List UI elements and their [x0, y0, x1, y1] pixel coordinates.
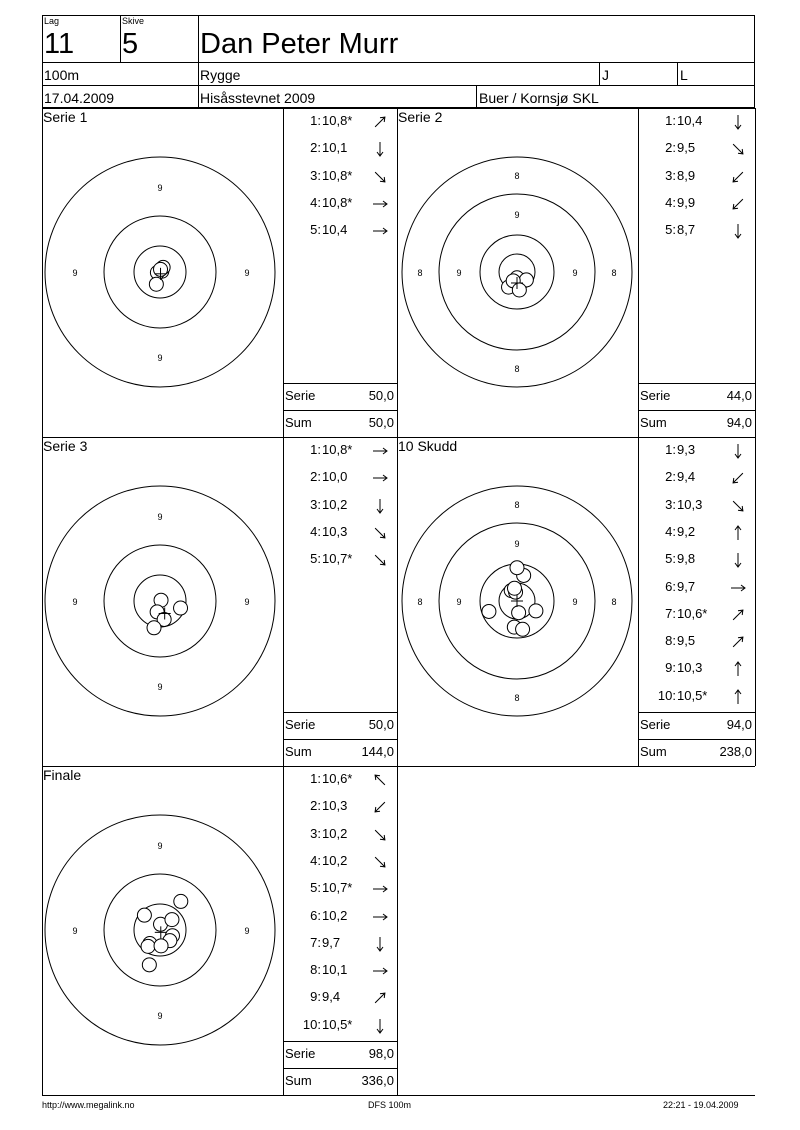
- shot-number: 3:: [310, 825, 321, 841]
- shot-score: 9,8: [677, 551, 696, 567]
- direction-arrow-icon: [729, 606, 747, 624]
- serie-value: 50,0: [368, 388, 394, 403]
- shot-score: 10,5*: [677, 687, 708, 703]
- shot-row: [638, 114, 755, 130]
- serie-value: 50,0: [368, 717, 394, 732]
- shot-number: 1:: [310, 771, 321, 786]
- direction-arrow-icon: [729, 469, 747, 487]
- sum-total-row: [638, 416, 755, 432]
- shot-number: 4:: [310, 852, 321, 868]
- shot-score: 10,2: [322, 907, 348, 923]
- direction-arrow-icon: [729, 551, 747, 569]
- shot-number: 4:: [310, 523, 321, 539]
- sum-value: 94,0: [726, 415, 752, 430]
- totals-divider: [283, 383, 397, 384]
- shot-hole: [512, 606, 526, 620]
- serie-value: 44,0: [726, 388, 752, 403]
- shot-row: [638, 196, 755, 212]
- shot-hole: [142, 958, 156, 972]
- ring-label: 9: [244, 268, 250, 278]
- shot-score: 10,0: [322, 469, 348, 485]
- shot-hole: [516, 622, 530, 636]
- direction-arrow-icon: [371, 195, 389, 213]
- ring-label: 9: [244, 597, 250, 607]
- shot-row: [283, 909, 397, 925]
- shot-hole: [165, 913, 179, 927]
- shot-number: 1:: [665, 113, 676, 128]
- shot-hole: [174, 601, 188, 615]
- ring-label: 9: [157, 682, 163, 692]
- footer-center: DFS 100m: [368, 1100, 412, 1110]
- header-divider: [677, 62, 678, 85]
- shot-row: [283, 827, 397, 843]
- shot-row: [283, 196, 397, 212]
- shot-row: [283, 443, 397, 459]
- shot-number: 1:: [310, 113, 321, 128]
- sum-value: 144,0: [361, 744, 394, 759]
- ring-label: 9: [157, 841, 163, 851]
- shot-score: 10,4: [322, 222, 348, 238]
- shot-number: 3:: [310, 167, 321, 183]
- direction-arrow-icon: [371, 853, 389, 871]
- totals-divider: [638, 739, 755, 740]
- shot-score: 10,5*: [322, 1016, 353, 1032]
- shot-row: [638, 661, 755, 677]
- direction-arrow-icon: [371, 989, 389, 1007]
- shot-score: 10,1: [322, 962, 348, 978]
- shot-number: 1:: [665, 442, 676, 457]
- shot-hole: [529, 604, 543, 618]
- sum-total-row: [283, 745, 397, 761]
- serie-label: Serie: [285, 717, 316, 732]
- totals-divider: [283, 712, 397, 713]
- target-diagram: [397, 481, 637, 721]
- shot-number: 8:: [665, 633, 676, 649]
- column-divider: [283, 108, 284, 437]
- grid-line: [42, 1095, 755, 1096]
- totals-divider: [638, 410, 755, 411]
- totals-divider: [283, 410, 397, 411]
- shot-hole: [141, 939, 155, 953]
- sum-label: Sum: [285, 415, 312, 430]
- ring-label: 9: [157, 512, 163, 522]
- column-divider: [283, 766, 284, 1095]
- grid-line: [42, 766, 755, 767]
- shot-row: [638, 141, 755, 157]
- shot-score: 9,3: [677, 442, 696, 457]
- shot-row: [283, 114, 397, 130]
- direction-arrow-icon: [371, 113, 389, 131]
- direction-arrow-icon: [729, 195, 747, 213]
- shot-number: 5:: [310, 222, 321, 238]
- shot-number: 4:: [310, 194, 321, 210]
- shot-number: 5:: [310, 880, 321, 896]
- ring-label: 9: [244, 926, 250, 936]
- ring-label: 9: [157, 183, 163, 193]
- direction-arrow-icon: [729, 633, 747, 651]
- club-name: Buer / Kornsjø SKL: [479, 90, 599, 106]
- sum-value: 238,0: [719, 744, 752, 759]
- shot-score: 10,3: [677, 660, 703, 676]
- ring-label: 9: [72, 597, 78, 607]
- shot-row: [283, 1018, 397, 1034]
- shot-number: 7:: [665, 605, 676, 621]
- totals-divider: [283, 1041, 397, 1042]
- club-location: Rygge: [200, 67, 241, 83]
- shot-number: 6:: [310, 907, 321, 923]
- shot-row: [283, 936, 397, 952]
- lag-label: Lag: [44, 16, 60, 26]
- totals-divider: [638, 383, 755, 384]
- serie-label: Serie: [640, 388, 671, 403]
- ring-label: 9: [157, 1011, 163, 1021]
- shot-number: 5:: [665, 551, 676, 567]
- shot-number: 1:: [310, 442, 321, 457]
- direction-arrow-icon: [371, 222, 389, 240]
- ring-label: 9: [572, 597, 578, 607]
- grid-line: [397, 766, 398, 1095]
- direction-arrow-icon: [371, 798, 389, 816]
- shot-hole: [507, 581, 521, 595]
- sum-value: 336,0: [361, 1073, 394, 1088]
- shot-row: [283, 963, 397, 979]
- shot-row: [638, 169, 755, 185]
- shot-number: 7:: [310, 934, 321, 950]
- direction-arrow-icon: [371, 826, 389, 844]
- serie-label: Serie: [640, 717, 671, 732]
- serie-label: Serie: [285, 1046, 316, 1061]
- serie-total-row: [283, 1047, 397, 1063]
- shot-number: 2:: [310, 140, 321, 156]
- shot-score: 10,3: [322, 523, 348, 539]
- shot-row: [283, 990, 397, 1006]
- date: 17.04.2009: [44, 90, 115, 106]
- totals-divider: [283, 1068, 397, 1069]
- sum-total-row: [283, 1074, 397, 1090]
- direction-arrow-icon: [371, 962, 389, 980]
- ring-label: 8: [417, 597, 423, 607]
- shot-score: 8,9: [677, 167, 696, 183]
- shot-row: [638, 443, 755, 459]
- direction-arrow-icon: [729, 442, 747, 460]
- header-divider: [42, 62, 755, 63]
- direction-arrow-icon: [729, 579, 747, 597]
- ring-label: 9: [456, 597, 462, 607]
- shot-hole: [149, 277, 163, 291]
- shot-number: 2:: [310, 469, 321, 485]
- ring-label: 8: [611, 597, 617, 607]
- shot-number: 4:: [665, 194, 676, 210]
- shot-hole: [512, 283, 526, 297]
- shot-score: 9,5: [677, 140, 696, 156]
- shot-row: [283, 223, 397, 239]
- shot-score: 10,7*: [322, 551, 353, 567]
- direction-arrow-icon: [729, 660, 747, 678]
- shot-hole: [482, 604, 496, 618]
- shot-score: 10,3: [677, 496, 703, 512]
- header-divider: [120, 15, 121, 63]
- shot-score: 10,6*: [677, 605, 708, 621]
- shot-row: [283, 525, 397, 541]
- skive-label: Skive: [122, 16, 145, 26]
- shot-row: [638, 607, 755, 623]
- panel-title: Serie 3: [43, 438, 88, 454]
- column-divider: [638, 437, 639, 766]
- shot-row: [283, 552, 397, 568]
- shot-row: [638, 498, 755, 514]
- totals-divider: [283, 739, 397, 740]
- distance: 100m: [44, 67, 80, 83]
- shot-score: 10,6*: [322, 771, 353, 786]
- shot-number: 3:: [310, 496, 321, 512]
- shot-number: 2:: [665, 469, 676, 485]
- ring-label: 8: [514, 364, 520, 374]
- column-divider: [638, 108, 639, 437]
- shot-hole: [147, 621, 161, 635]
- shot-row: [638, 525, 755, 541]
- header-divider: [599, 62, 600, 85]
- panel-title: 10 Skudd: [398, 438, 458, 454]
- ring-label: 8: [514, 693, 520, 703]
- shot-score: 9,9: [677, 194, 696, 210]
- shot-score: 9,7: [677, 578, 696, 594]
- sum-value: 50,0: [368, 415, 394, 430]
- shot-number: 10:: [657, 687, 676, 703]
- shot-number: 9:: [310, 989, 321, 1005]
- direction-arrow-icon: [371, 551, 389, 569]
- direction-arrow-icon: [371, 469, 389, 487]
- class-2: L: [680, 67, 688, 83]
- direction-arrow-icon: [371, 497, 389, 515]
- shot-hole: [137, 908, 151, 922]
- shot-score: 9,5: [677, 633, 696, 649]
- shot-row: [638, 552, 755, 568]
- shot-row: [283, 854, 397, 870]
- ring-label: 9: [514, 210, 520, 220]
- direction-arrow-icon: [729, 688, 747, 706]
- shot-score: 10,8*: [322, 167, 353, 183]
- direction-arrow-icon: [371, 524, 389, 542]
- target-diagram: [40, 152, 280, 392]
- shot-row: [638, 470, 755, 486]
- shot-number: 9:: [665, 660, 676, 676]
- shot-hole: [510, 561, 524, 575]
- ring-label: 8: [514, 500, 520, 510]
- ring-label: 9: [514, 539, 520, 549]
- sum-label: Sum: [640, 415, 667, 430]
- shot-row: [283, 470, 397, 486]
- shot-row: [638, 634, 755, 650]
- header-divider: [42, 85, 755, 86]
- ring-label: 8: [514, 171, 520, 181]
- footer-url: http://www.megalink.no: [42, 1100, 135, 1110]
- direction-arrow-icon: [729, 168, 747, 186]
- ring-label: 9: [456, 268, 462, 278]
- ring-label: 9: [72, 926, 78, 936]
- sum-total-row: [638, 745, 755, 761]
- direction-arrow-icon: [371, 908, 389, 926]
- serie-value: 94,0: [726, 717, 752, 732]
- direction-arrow-icon: [729, 222, 747, 240]
- direction-arrow-icon: [371, 935, 389, 953]
- shot-score: 9,4: [322, 989, 341, 1005]
- shot-row: [638, 223, 755, 239]
- shot-score: 8,7: [677, 222, 696, 238]
- shot-number: 2:: [665, 140, 676, 156]
- shot-number: 5:: [665, 222, 676, 238]
- target-diagram: [40, 481, 280, 721]
- serie-total-row: [283, 389, 397, 405]
- serie-total-row: [283, 718, 397, 734]
- sum-label: Sum: [285, 1073, 312, 1088]
- shot-number: 2:: [310, 798, 321, 814]
- panel-title: Finale: [43, 767, 82, 783]
- shot-row: [283, 498, 397, 514]
- footer-timestamp: 22:21 - 19.04.2009: [663, 1100, 739, 1110]
- shot-score: 10,8*: [322, 113, 353, 128]
- ring-label: 9: [72, 268, 78, 278]
- serie-total-row: [638, 389, 755, 405]
- direction-arrow-icon: [729, 497, 747, 515]
- direction-arrow-icon: [729, 113, 747, 131]
- skive-value: 5: [122, 28, 139, 60]
- shot-hole: [174, 894, 188, 908]
- direction-arrow-icon: [371, 771, 389, 789]
- shot-hole: [154, 939, 168, 953]
- lag-value: 11: [44, 28, 75, 60]
- shot-row: [638, 580, 755, 596]
- ring-label: 8: [417, 268, 423, 278]
- serie-value: 98,0: [368, 1046, 394, 1061]
- event-name: Hisåsstevnet 2009: [200, 90, 316, 106]
- serie-label: Serie: [285, 388, 316, 403]
- shot-score: 9,2: [677, 523, 696, 539]
- target-diagram: [397, 152, 637, 392]
- sum-label: Sum: [285, 744, 312, 759]
- totals-divider: [638, 712, 755, 713]
- shot-number: 4:: [665, 523, 676, 539]
- direction-arrow-icon: [729, 524, 747, 542]
- shot-score: 10,3: [322, 798, 348, 814]
- sum-label: Sum: [640, 744, 667, 759]
- ring-label: 8: [611, 268, 617, 278]
- shot-row: [283, 799, 397, 815]
- direction-arrow-icon: [729, 140, 747, 158]
- shot-number: 6:: [665, 578, 676, 594]
- shot-row: [283, 141, 397, 157]
- sum-total-row: [283, 416, 397, 432]
- shot-row: [638, 689, 755, 705]
- shot-score: 10,2: [322, 825, 348, 841]
- shot-number: 8:: [310, 962, 321, 978]
- shot-score: 10,8*: [322, 442, 353, 457]
- grid-line: [755, 108, 756, 766]
- shot-number: 5:: [310, 551, 321, 567]
- shot-score: 9,7: [322, 934, 341, 950]
- shooter-name: Dan Peter Murr: [200, 28, 399, 60]
- shot-row: [283, 881, 397, 897]
- shot-number: 3:: [665, 496, 676, 512]
- direction-arrow-icon: [371, 168, 389, 186]
- class-1: J: [602, 67, 609, 83]
- ring-label: 9: [157, 353, 163, 363]
- shot-score: 10,8*: [322, 194, 353, 210]
- shot-row: [283, 169, 397, 185]
- direction-arrow-icon: [371, 442, 389, 460]
- column-divider: [283, 437, 284, 766]
- shot-number: 10:: [302, 1016, 321, 1032]
- shot-score: 10,4: [677, 113, 703, 128]
- direction-arrow-icon: [371, 1017, 389, 1035]
- shot-score: 10,7*: [322, 880, 353, 896]
- shot-row: [283, 772, 397, 788]
- shot-score: 9,4: [677, 469, 696, 485]
- serie-total-row: [638, 718, 755, 734]
- direction-arrow-icon: [371, 880, 389, 898]
- shot-number: 3:: [665, 167, 676, 183]
- ring-label: 9: [572, 268, 578, 278]
- header-divider: [476, 85, 477, 108]
- target-diagram: [40, 810, 280, 1050]
- shot-score: 10,1: [322, 140, 348, 156]
- direction-arrow-icon: [371, 140, 389, 158]
- panel-title: Serie 2: [398, 109, 443, 125]
- shot-score: 10,2: [322, 496, 348, 512]
- panel-title: Serie 1: [43, 109, 88, 125]
- shot-score: 10,2: [322, 852, 348, 868]
